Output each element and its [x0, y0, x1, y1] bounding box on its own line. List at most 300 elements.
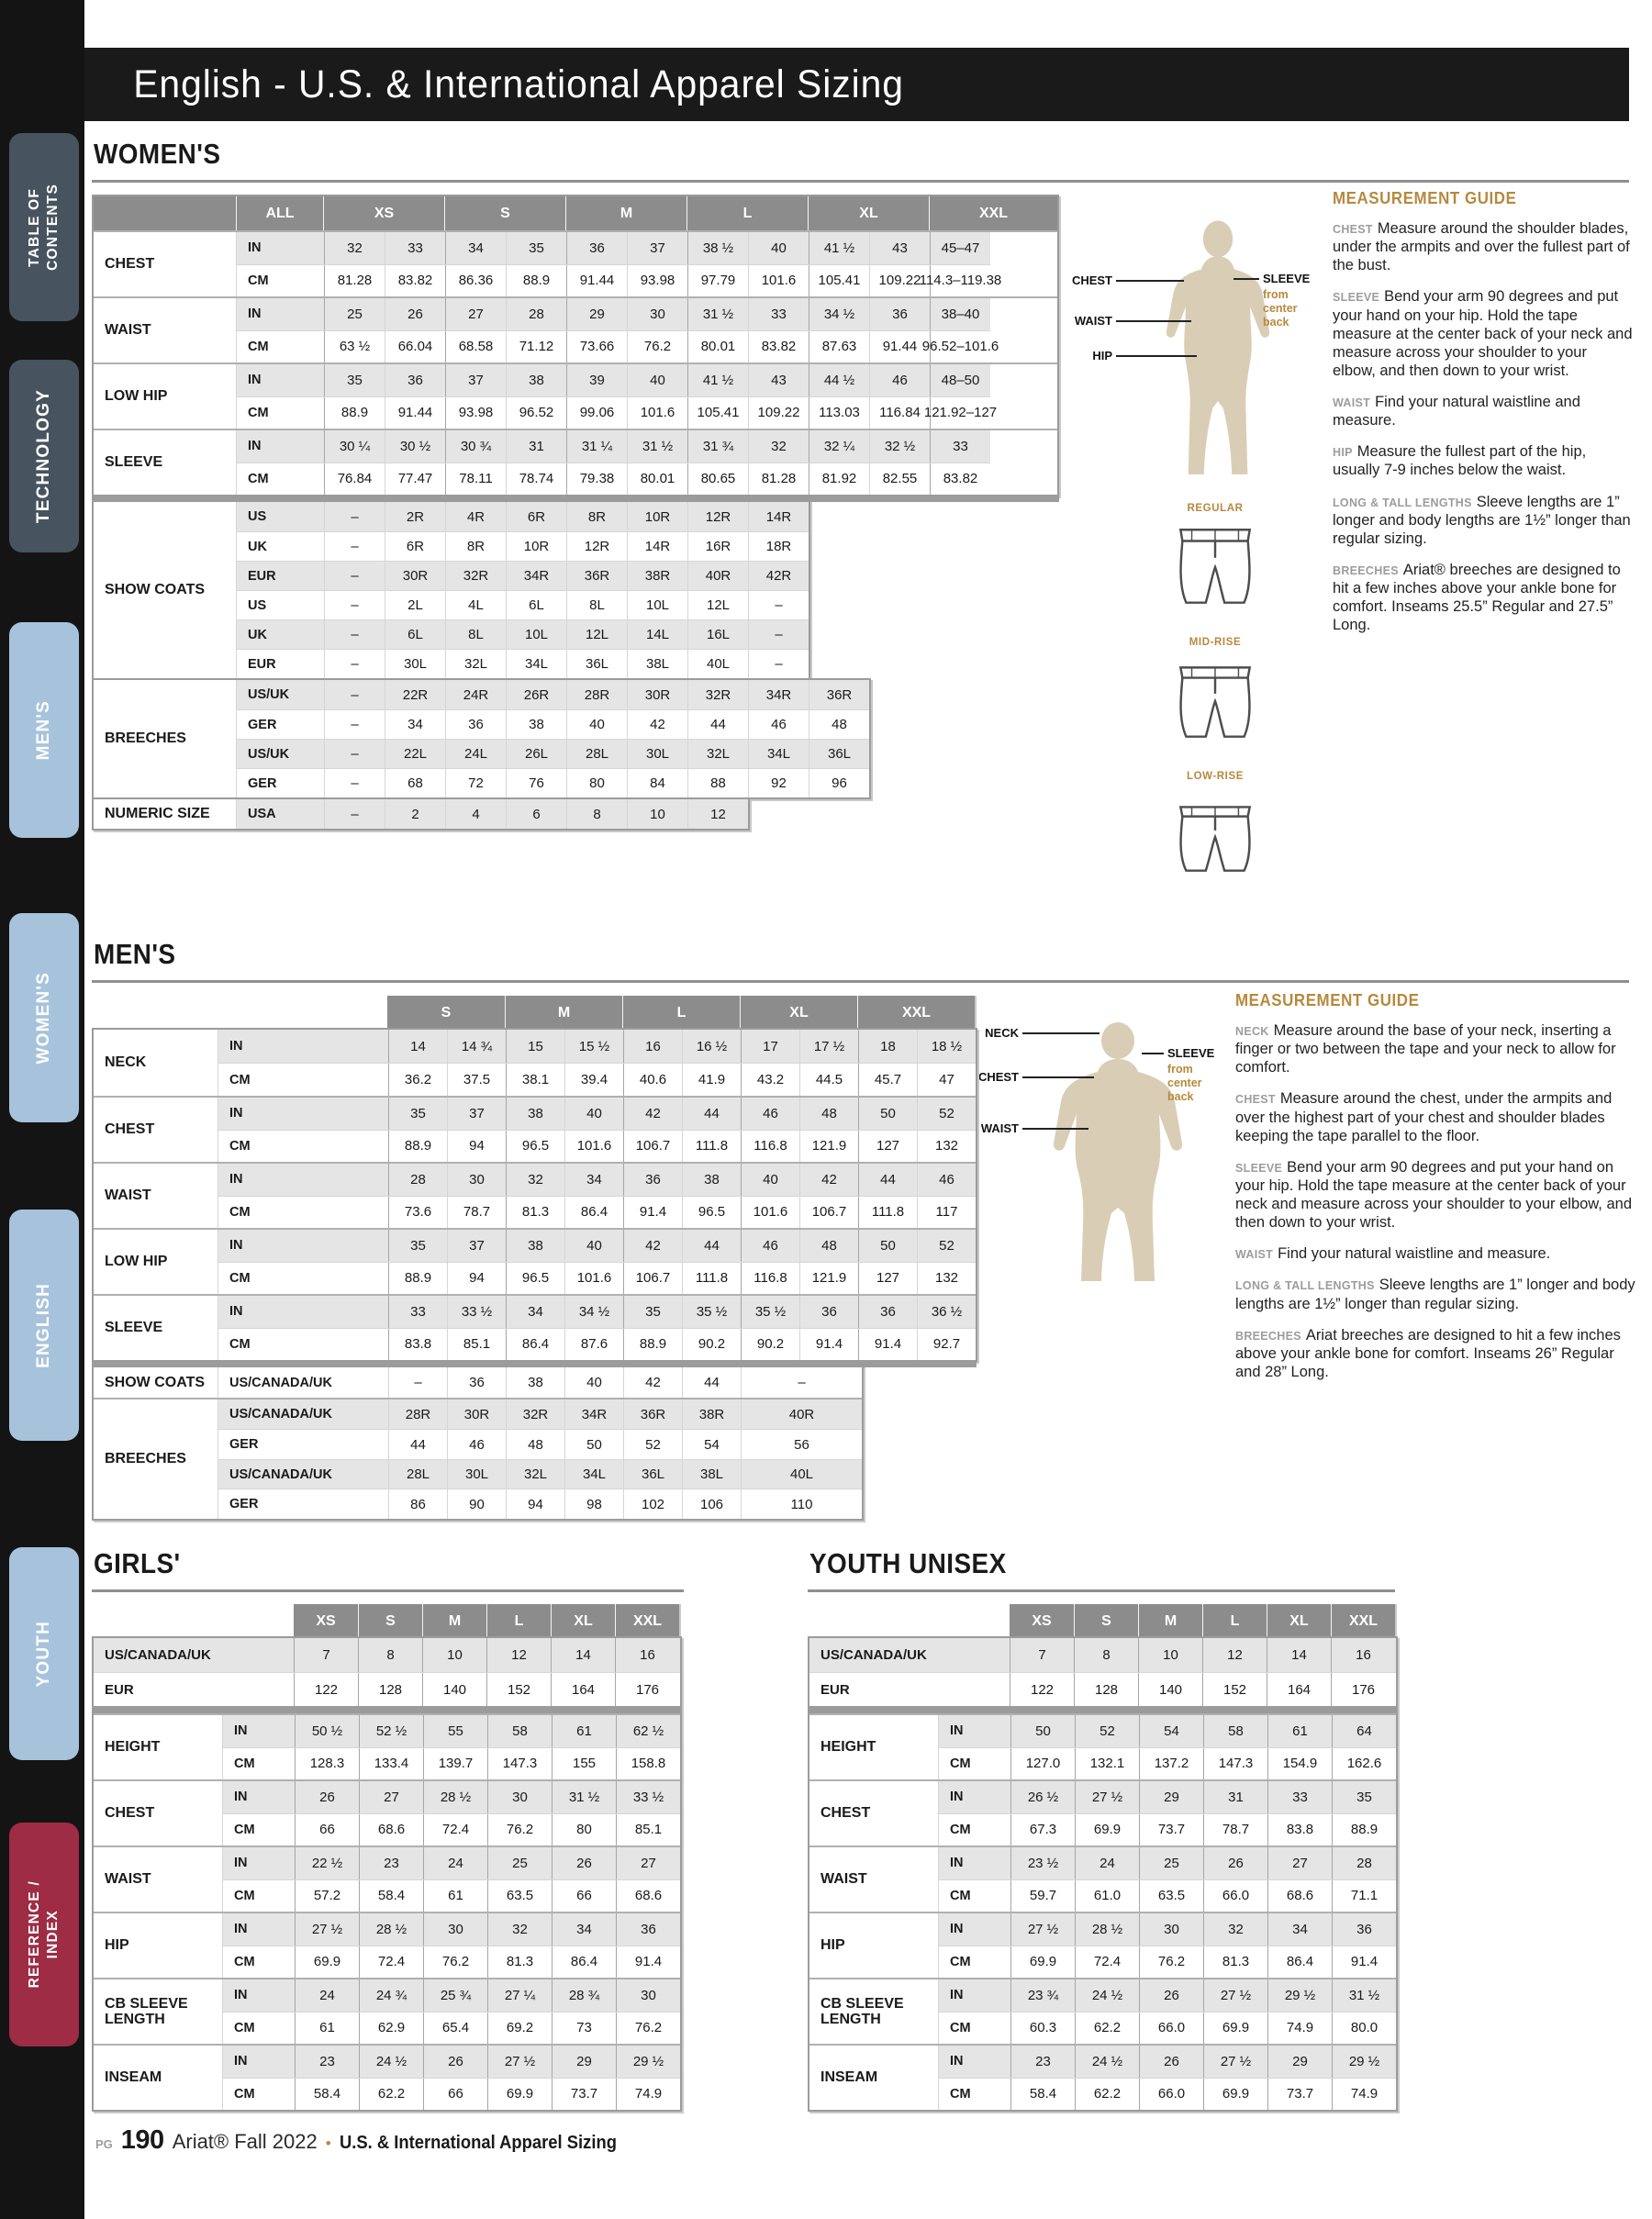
value-cell: –: [324, 710, 385, 739]
value-cell: 128.3: [295, 1748, 359, 1779]
value-cell: 50: [858, 1098, 917, 1130]
value-cell: 30L: [385, 650, 445, 678]
size-header-s: S: [358, 1604, 422, 1638]
value-cell: 50 ½: [295, 1715, 359, 1747]
value-cell: 66: [295, 1814, 359, 1845]
value-cell: 7: [294, 1638, 358, 1672]
sidebar-tab-label: [32, 1621, 56, 1688]
value-cell: 27: [1267, 1847, 1332, 1879]
value-cell: 29 ½: [1332, 2046, 1396, 2078]
unit-label: IN: [234, 2054, 248, 2069]
data-row: [218, 1098, 976, 1130]
size-header-s: S: [441, 1004, 452, 1020]
value-cell: 35: [324, 364, 385, 396]
youth-size-table: [808, 1636, 1398, 2112]
guide-item: [1235, 1326, 1639, 1381]
value-cell: 6: [506, 799, 566, 829]
value-cell: 25: [487, 1847, 552, 1879]
unit-label: IN: [234, 1723, 248, 1739]
value-cell: 15 ½: [564, 1030, 623, 1063]
value-cell: 61: [423, 1880, 487, 1912]
value-cell: 28: [1332, 1847, 1396, 1879]
size-conversion-row: [94, 1638, 680, 1672]
value-cell: 164: [1267, 1673, 1331, 1706]
unit-label: US/UK: [248, 687, 290, 702]
value-cell: 91.4: [1332, 1946, 1396, 1978]
data-row: [939, 1747, 1396, 1779]
value-cell: 101.6: [748, 265, 809, 296]
value-cell: 28: [506, 298, 566, 330]
row-label: CB SLEEVE LENGTH: [809, 1979, 938, 2044]
value-cell: 36: [566, 232, 627, 264]
unit-label: IN: [229, 1106, 243, 1121]
data-row: [223, 1747, 680, 1779]
value-cell: 34L: [564, 1460, 623, 1489]
size-header-xxl: XXL: [929, 196, 1057, 230]
value-cell: 80.65: [687, 463, 748, 495]
value-cell: 121.9: [799, 1131, 858, 1162]
value-cell: 28 ½: [423, 1781, 487, 1813]
value-cell: 33: [1267, 1781, 1332, 1813]
guide-item: [1235, 1276, 1639, 1312]
value-cell: 38 ½: [687, 232, 748, 264]
row-label: EUR: [105, 1681, 134, 1698]
data-row: [939, 1979, 1396, 2012]
value-cell: 96.5: [506, 1263, 564, 1294]
value-cell: 27 ½: [1203, 2046, 1267, 2078]
banner-title: English - U.S. & International Apparel Sizing: [133, 61, 904, 106]
value-cell: 59.7: [1010, 1880, 1075, 1912]
data-row: [237, 680, 869, 709]
value-cell: 43: [748, 364, 809, 396]
value-cell: –: [748, 620, 809, 649]
value-cell: 35: [623, 1296, 682, 1328]
row-label: BREECHES: [94, 1399, 218, 1519]
womens-sleeve-callout-sub: from center back: [1263, 288, 1298, 329]
womens-section-title: WOMEN'S: [94, 138, 221, 170]
breeches-diagram-mid-rise: [1164, 652, 1267, 751]
value-cell: 58: [487, 1715, 552, 1747]
group-rows: [218, 1399, 862, 1519]
value-cell: 86.4: [1267, 1946, 1332, 1978]
value-cell: 66.0: [1139, 2013, 1203, 2044]
mens-section-title: MEN'S: [94, 938, 176, 970]
unit-label: GER: [229, 1497, 259, 1512]
value-cell: 46: [917, 1164, 976, 1196]
data-row: [218, 1164, 976, 1196]
womens-chest-callout: CHEST: [1071, 273, 1112, 287]
guide-item: [1333, 561, 1634, 635]
value-cell: 96.5: [506, 1131, 564, 1162]
guide-item-label: BREECHES: [1333, 563, 1399, 577]
value-cell: 31 ½: [687, 298, 748, 330]
value-cell: 133.4: [359, 1748, 423, 1779]
unit-label: IN: [229, 1238, 243, 1254]
value-cell: 90.2: [682, 1329, 741, 1360]
value-cell: 30R: [447, 1399, 506, 1429]
value-cell: 17: [741, 1030, 799, 1063]
value-cell: 109.22: [748, 397, 809, 429]
value-cell: 42: [623, 1230, 682, 1262]
value-cell: 114.3–119.38: [930, 265, 990, 296]
value-cell: 69.9: [1010, 1946, 1075, 1978]
value-cell: 31 ¾: [687, 430, 748, 463]
sidebar-tab-english[interactable]: [9, 1210, 79, 1441]
value-cell: 73.66: [566, 331, 627, 362]
data-row: [237, 330, 999, 362]
group-rows: [218, 1230, 976, 1294]
value-cell: 45–47: [930, 232, 990, 264]
value-cell: 94: [506, 1489, 564, 1519]
row-label: NECK: [94, 1030, 218, 1096]
value-cell: 2L: [385, 591, 445, 619]
value-cell: 23: [359, 1847, 423, 1879]
group-rows: [938, 1715, 1396, 1779]
value-cell: 23 ½: [1010, 1847, 1075, 1879]
value-cell: 117: [917, 1197, 976, 1228]
value-cell: 23 ¾: [1010, 1979, 1075, 2012]
guide-item: [1333, 493, 1634, 548]
table-group: [94, 1162, 976, 1228]
value-cell: 96.52: [506, 397, 566, 429]
sidebar-tab-men-s[interactable]: [9, 622, 79, 838]
value-cell: 46: [748, 710, 809, 739]
value-cell: 8: [358, 1638, 422, 1672]
unit-label: CM: [234, 1888, 255, 1903]
data-row: [218, 1130, 976, 1162]
value-cell: 16: [615, 1638, 679, 1672]
group-rows: [236, 232, 1002, 296]
table-group: [809, 1978, 1396, 2044]
value-cell: 61: [295, 2013, 359, 2044]
value-cell: 26: [295, 1781, 359, 1813]
value-cell: 79.38: [566, 463, 627, 495]
size-header-xl: XL: [1267, 1604, 1331, 1638]
table-group: [94, 1978, 680, 2044]
value-cell: 91.44: [566, 265, 627, 296]
guide-item: [1333, 287, 1634, 380]
value-cell: 38: [506, 364, 566, 396]
size-header-l: L: [622, 996, 740, 1030]
guide-item: [1333, 442, 1634, 479]
sidebar-tab-label-line: WOMEN'S: [34, 971, 53, 1065]
value-cell: 27 ½: [487, 2046, 552, 2078]
data-row: [223, 2078, 680, 2110]
value-cell: 32L: [687, 740, 748, 768]
value-cell: 6R: [385, 532, 445, 561]
womens-chest-callout-line: [1116, 280, 1184, 282]
value-cell: 34R: [564, 1399, 623, 1429]
guide-item: [1333, 219, 1634, 274]
data-row: [218, 1429, 862, 1459]
womens-numeric-size-table: [92, 797, 750, 831]
value-cell: 40: [564, 1230, 623, 1262]
value-cell: 91.4: [799, 1329, 858, 1360]
value-cell: 4R: [445, 502, 506, 531]
value-cell: 76.2: [627, 331, 687, 362]
value-cell: 31: [506, 430, 566, 463]
size-header-xxl: XXL: [615, 1604, 679, 1638]
value-cell: 38: [506, 1230, 564, 1262]
value-cell: 69.9: [295, 1946, 359, 1978]
value-cell: 30 ½: [385, 430, 445, 463]
value-cell: 32: [324, 232, 385, 264]
sidebar-tab-table-of-contents[interactable]: [9, 133, 79, 321]
value-cell: 38L: [682, 1460, 741, 1489]
unit-label: CM: [234, 2020, 255, 2035]
unit-label: CM: [229, 1072, 251, 1087]
unit-label: IN: [950, 1922, 964, 1937]
value-cell: 30L: [447, 1460, 506, 1489]
data-row: [939, 1946, 1396, 1978]
value-cell: 10R: [627, 502, 687, 531]
data-row: [218, 1230, 976, 1262]
unit-label: CM: [248, 273, 269, 288]
value-cell: 29: [566, 298, 627, 330]
guide-item-text: Measure around the base of your neck, inserting a finger or two between the tape and your neck to allow for comfort.: [1235, 1022, 1616, 1076]
value-cell: 87.6: [564, 1329, 623, 1360]
value-cell: 34R: [506, 562, 566, 590]
value-cell: 25: [1139, 1847, 1203, 1879]
value-cell: 27 ¼: [487, 1979, 552, 2012]
value-cell: 93.98: [445, 397, 506, 429]
value-cell: 72.4: [359, 1946, 423, 1978]
girls-section-title: GIRLS': [94, 1547, 181, 1579]
unit-label: CM: [248, 471, 269, 486]
value-cell: 34: [445, 232, 506, 264]
value-cell: 86.4: [506, 1329, 564, 1360]
value-cell: 14: [1267, 1638, 1331, 1672]
size-header-xl: XL: [808, 196, 929, 230]
value-cell: 85.1: [616, 1814, 680, 1845]
data-row: [939, 2046, 1396, 2078]
value-cell: 91.4: [623, 1197, 682, 1228]
value-cell: 33 ½: [616, 1781, 680, 1813]
unit-label: CM: [950, 1756, 971, 1771]
value-cell: 32R: [445, 562, 506, 590]
value-cell: 87.63: [809, 331, 869, 362]
value-cell: 26L: [506, 740, 566, 768]
group-rows: [938, 1847, 1396, 1912]
value-cell: 46: [447, 1430, 506, 1459]
sidebar-tab-label-line: INDEX: [45, 1910, 61, 1959]
data-row: [237, 531, 809, 561]
unit-label: IN: [248, 240, 262, 256]
value-cell: 24: [295, 1979, 359, 2012]
unit-label: CM: [234, 1822, 255, 1837]
sidebar-tab-label-line: TABLE OF: [27, 187, 42, 267]
rise-label-low-rise: LOW-RISE: [1186, 771, 1245, 782]
group-rows: [222, 1847, 680, 1912]
value-cell: 16R: [687, 532, 748, 561]
size-header-xxl: XXL: [1331, 1604, 1395, 1638]
row-label: SLEEVE: [94, 1296, 218, 1360]
girls-section-rule: [92, 1589, 684, 1592]
data-row: [223, 2046, 680, 2078]
value-cell: 29 ½: [1267, 1979, 1332, 2012]
value-cell: 65.4: [423, 2013, 487, 2044]
guide-item-text: Find your natural waistline and measure.: [1333, 394, 1580, 429]
value-cell: 8R: [445, 532, 506, 561]
value-cell: 2: [385, 799, 445, 829]
value-cell: 101.6: [564, 1263, 623, 1294]
group-rows: [236, 364, 998, 429]
value-cell: 39.4: [564, 1064, 623, 1096]
value-cell: 58.4: [295, 2079, 359, 2110]
value-cell: 36R: [809, 680, 869, 709]
value-cell: 6L: [506, 591, 566, 619]
unit-label: GER: [229, 1437, 259, 1453]
value-cell: 8: [566, 799, 627, 829]
value-cell: 42: [623, 1098, 682, 1130]
row-label: US/CANADA/UK: [105, 1647, 211, 1663]
value-cell: 32 ¼: [809, 430, 869, 463]
value-cell: 36: [623, 1164, 682, 1196]
value-cell: 61.0: [1075, 1880, 1139, 1912]
value-cell: 16L: [687, 620, 748, 649]
value-cell: 12: [1202, 1638, 1267, 1672]
value-cell: 7: [1010, 1638, 1074, 1672]
guide-item: [1235, 1158, 1639, 1232]
row-label: EUR: [820, 1681, 850, 1698]
youth-table-header: [1010, 1604, 1395, 1638]
table-group: [94, 1294, 976, 1360]
footer-pg-label: PG: [95, 2137, 113, 2151]
sidebar-tab-women-s[interactable]: [9, 913, 79, 1122]
value-cell: 18: [858, 1030, 917, 1063]
value-cell: 45.7: [858, 1064, 917, 1096]
guide-item-label: CHEST: [1333, 223, 1373, 236]
guide-item: [1333, 393, 1634, 429]
value-cell: 121.92–127: [930, 397, 990, 429]
data-row: [218, 1459, 862, 1489]
page-banner: [84, 48, 1629, 121]
data-row: [237, 768, 869, 797]
value-cell: 66.0: [1139, 2079, 1203, 2110]
value-cell: 83.8: [1267, 1814, 1332, 1845]
value-cell: 72.4: [1075, 1946, 1139, 1978]
value-cell: 164: [551, 1673, 615, 1706]
size-header-xs: XS: [316, 1612, 336, 1629]
value-cell: 26R: [506, 680, 566, 709]
unit-label: US/CANADA/UK: [229, 1407, 332, 1422]
value-cell: 78.74: [506, 463, 566, 495]
data-row: [218, 1296, 976, 1328]
guide-item-text: Ariat breeches are designed to hit a few inches above your ankle bone for comfort. Inseams 26” Regular and 28” Long.: [1235, 1326, 1621, 1380]
value-cell: 61: [1267, 1715, 1332, 1747]
value-cell: 86.4: [552, 1946, 616, 1978]
value-cell: 26: [1139, 2046, 1203, 2078]
value-cell: 127: [858, 1131, 917, 1162]
value-cell: 66: [423, 2079, 487, 2110]
value-cell: 40: [564, 1367, 623, 1398]
value-cell: 38L: [627, 650, 687, 678]
sidebar-tab-reference-index[interactable]: [9, 1823, 79, 2046]
value-cell: 35 ½: [741, 1296, 799, 1328]
unit-label: USA: [248, 807, 276, 821]
guide-item-label: WAIST: [1235, 1248, 1274, 1262]
rise-label-mid-rise: MID-RISE: [1189, 637, 1242, 648]
value-cell: 82.55: [869, 463, 930, 495]
table-group: [94, 1367, 862, 1398]
value-cell: 94: [447, 1263, 506, 1294]
sidebar-tab-label-line: TECHNOLOGY: [34, 388, 53, 524]
womens-sleeve-callout-line: [1233, 278, 1259, 280]
value-cell: 24 ½: [1075, 2046, 1139, 2078]
value-cell: 12L: [687, 591, 748, 619]
value-cell: 62.2: [1075, 2079, 1139, 2110]
value-cell: 76.2: [616, 2013, 680, 2044]
data-row: [223, 1879, 680, 1912]
sidebar-tab-label: [25, 1880, 63, 1988]
value-cell: 62.2: [359, 2079, 423, 2110]
girls-table-divider: [94, 1706, 680, 1713]
value-cell: 28L: [388, 1460, 447, 1489]
sidebar-tab-label-line: MEN'S: [34, 699, 53, 761]
value-cell: 10L: [506, 620, 566, 649]
value-cell: 36L: [566, 650, 627, 678]
value-cell: 68: [385, 769, 445, 797]
value-cell: 30: [627, 298, 687, 330]
data-row: [237, 739, 869, 768]
value-cell: 42: [799, 1164, 858, 1196]
value-cell: 36.2: [388, 1064, 447, 1096]
value-cell: 86: [388, 1489, 447, 1519]
guide-item-text: Measure the fullest part of the hip, usually 7-9 inches below the waist.: [1333, 443, 1587, 479]
data-row: [237, 619, 809, 649]
value-cell: 68.58: [445, 331, 506, 362]
value-cell: 80: [566, 769, 627, 797]
guide-item-label: WAIST: [1333, 396, 1371, 409]
footer-title: U.S. & International Apparel Sizing: [339, 2133, 617, 2153]
value-cell: 4: [445, 799, 506, 829]
value-cell: 40: [741, 1164, 799, 1196]
sidebar-tab-technology[interactable]: [9, 360, 79, 552]
value-cell: 91.4: [858, 1329, 917, 1360]
row-label: WAIST: [94, 1847, 222, 1912]
value-cell: 132: [917, 1263, 976, 1294]
sidebar-tab-youth[interactable]: [9, 1547, 79, 1760]
value-cell: 76.2: [487, 1814, 552, 1845]
value-cell: 36L: [809, 740, 869, 768]
row-label: NUMERIC SIZE: [94, 799, 236, 829]
womens-waist-callout: WAIST: [1074, 314, 1112, 328]
guide-item-label: HIP: [1333, 446, 1353, 460]
guide-item-label: SLEEVE: [1333, 291, 1380, 305]
value-cell: 36: [445, 710, 506, 739]
value-cell: 10L: [627, 591, 687, 619]
unit-label: CM: [248, 339, 269, 354]
value-cell: 24L: [445, 740, 506, 768]
value-cell: 14 ¾: [447, 1030, 506, 1063]
value-cell: 50: [564, 1430, 623, 1459]
value-cell: 27 ½: [1010, 1913, 1075, 1946]
table-group: [94, 1713, 680, 1779]
value-cell: 40R: [741, 1399, 862, 1429]
table-group: [94, 1845, 680, 1912]
data-row: [218, 1399, 862, 1429]
value-cell: 14R: [748, 502, 809, 531]
value-cell: 69.9: [1203, 2013, 1267, 2044]
value-cell: 38.1: [506, 1064, 564, 1096]
value-cell: 22L: [385, 740, 445, 768]
value-cell: 47: [917, 1064, 976, 1096]
value-cell: 128: [358, 1673, 422, 1706]
value-cell: 38: [682, 1164, 741, 1196]
data-row: [237, 590, 809, 619]
womens-hip-callout-line: [1116, 355, 1197, 357]
value-cell: 26: [1203, 1847, 1267, 1879]
